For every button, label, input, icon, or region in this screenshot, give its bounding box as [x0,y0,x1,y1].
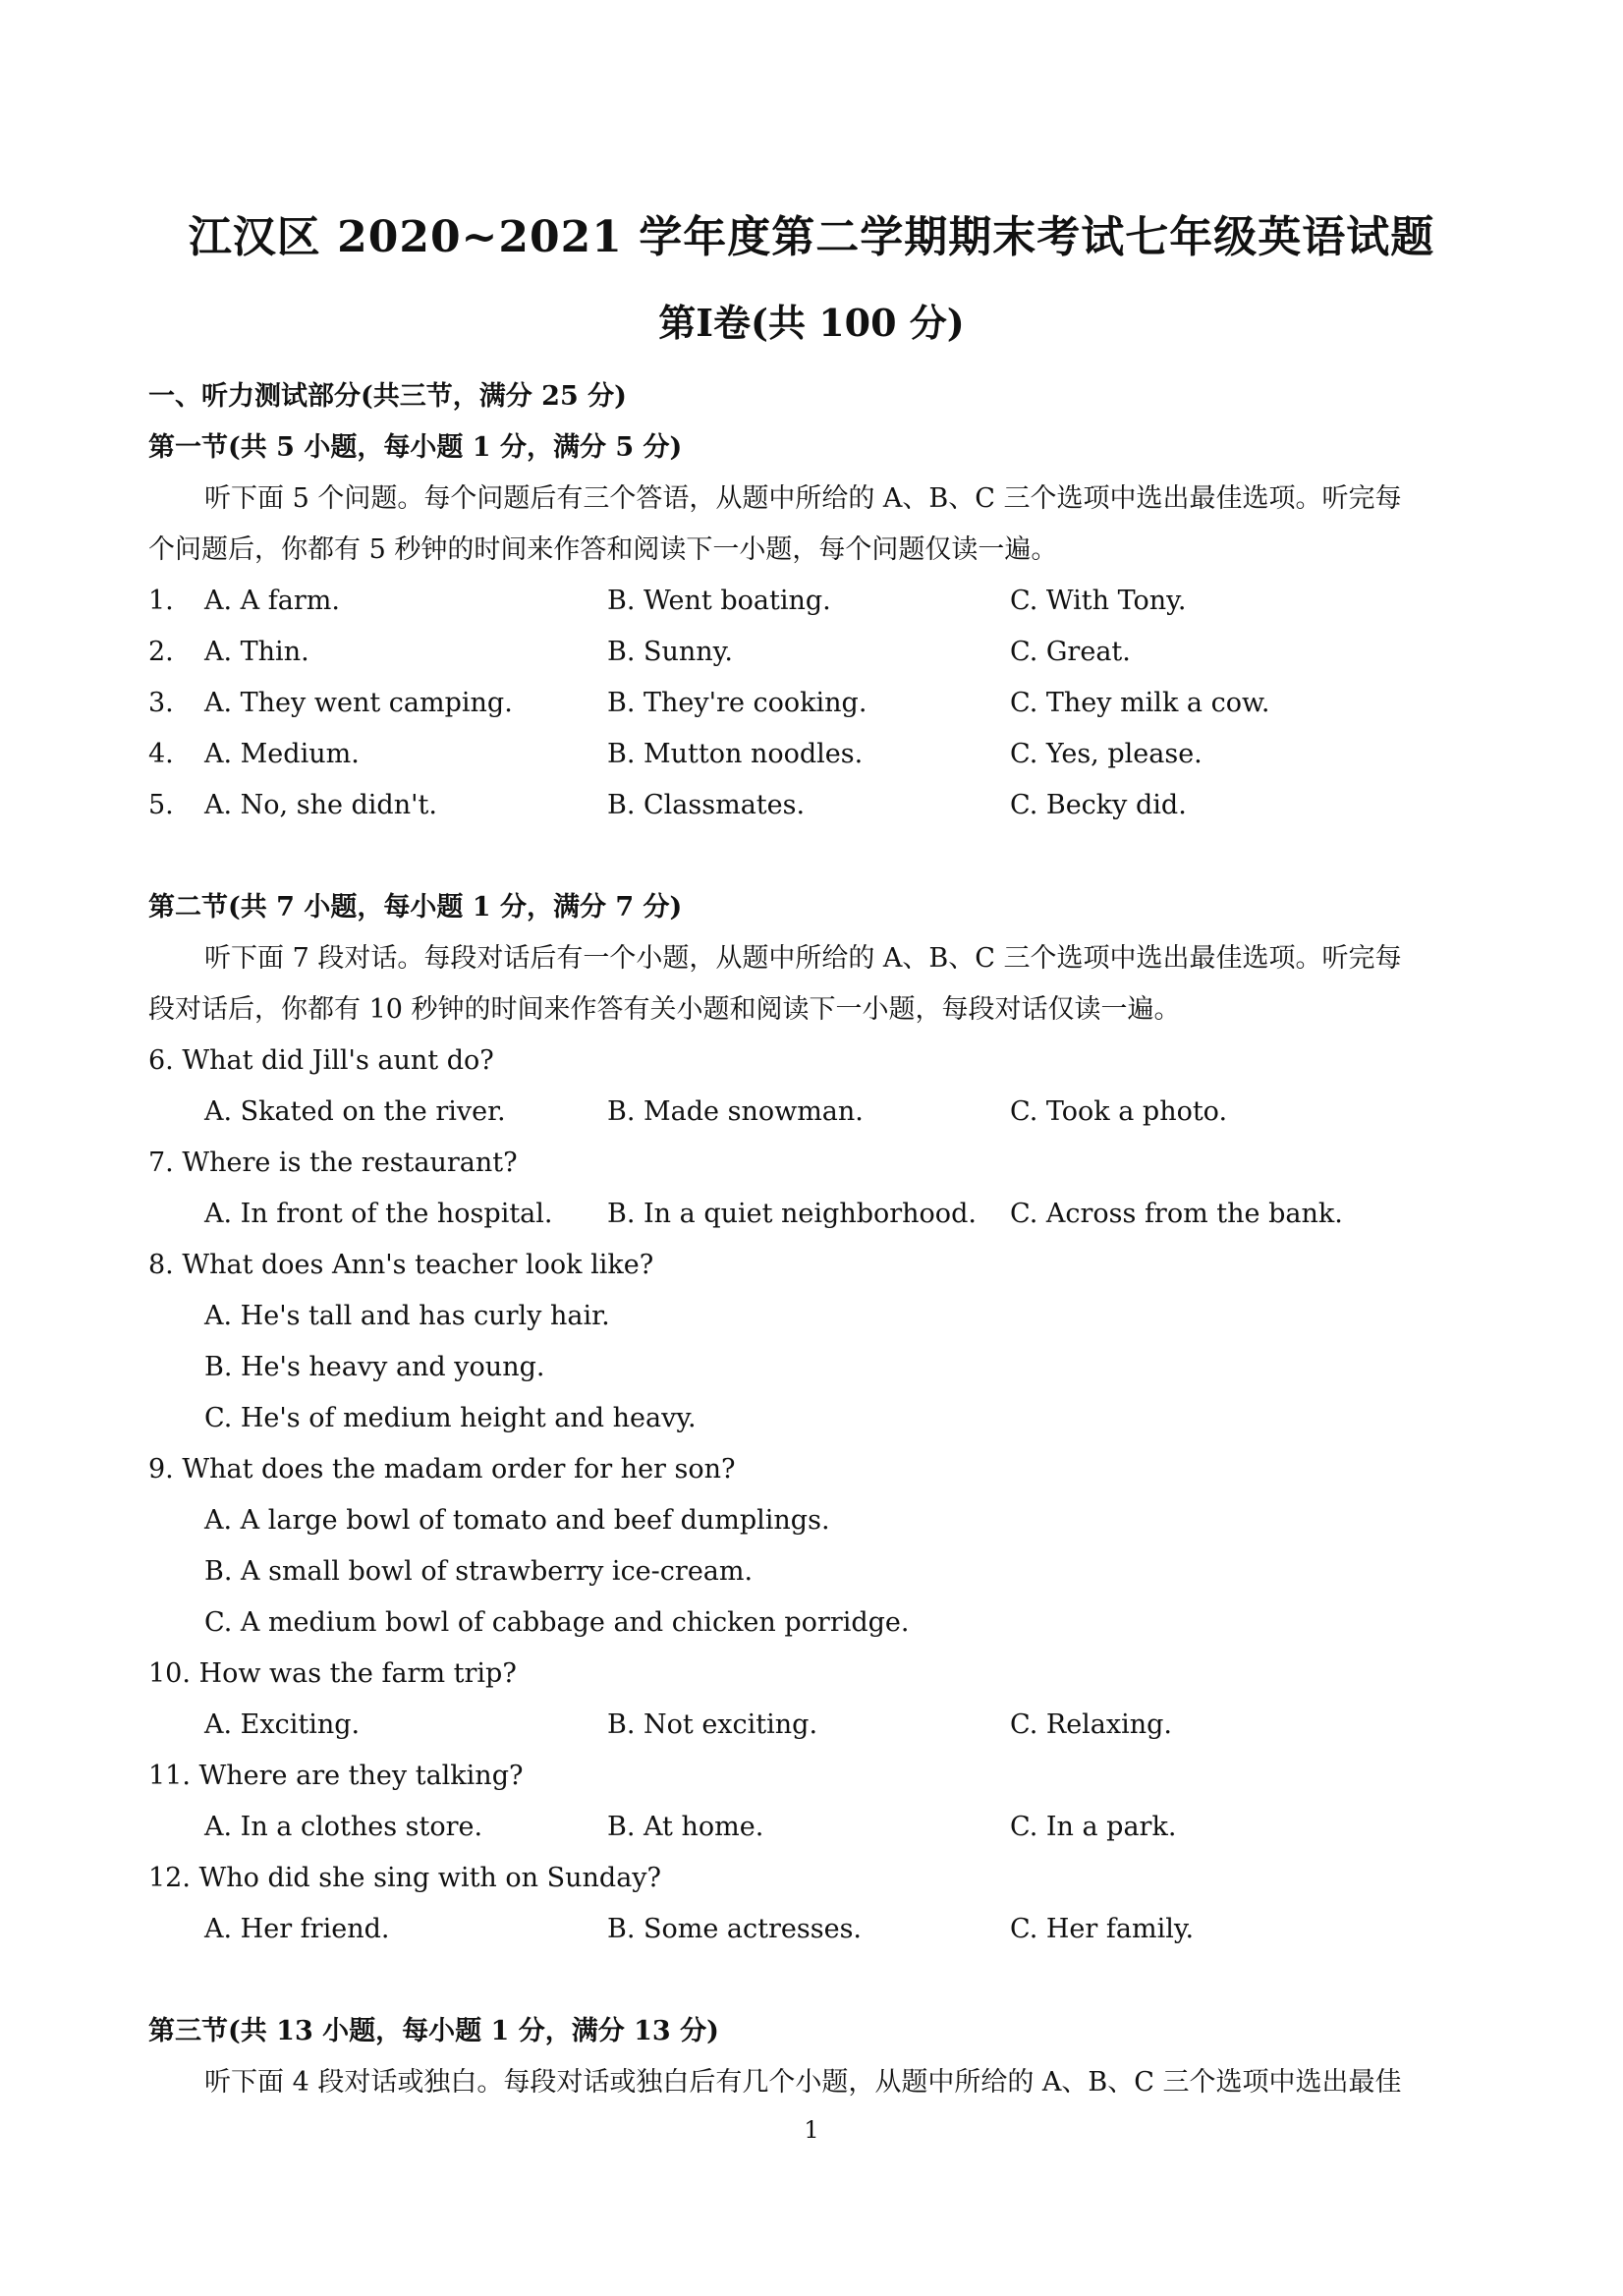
option-a: A. Exciting. [204,1709,361,1740]
option-b: B. Made snowman. [607,1096,864,1127]
option-b: B. A small bowl of strawberry ice-cream. [204,1556,754,1587]
question-number: 5. [148,790,174,820]
question-text: 12. Who did she sing with on Sunday? [148,1863,662,1893]
option-c: C. Across from the bank. [1010,1199,1343,1229]
question-number: 1. [148,586,174,616]
question-text: 9. What does the madam order for her son? [148,1454,736,1484]
option-a: A. In a clothes store. [204,1812,483,1842]
option-a: A. Her friend. [204,1914,390,1944]
option-c: C. Yes, please. [1010,739,1203,769]
question-text: 6. What did Jill's aunt do? [148,1045,494,1076]
option-b: B. Mutton noodles. [607,739,864,769]
option-b: B. Some actresses. [607,1914,863,1944]
option-a: A. Skated on the river. [204,1096,506,1127]
part1-heading: 一、听力测试部分(共三节，满分 25 分) [148,381,627,412]
question-text: 7. Where is the restaurant? [148,1148,518,1178]
section3-instructions-line1: 听下面 4 段对话或独白。每段对话或独白后有几个小题，从题中所给的 A、B、C 三个选项中选出最佳 [204,2067,1402,2098]
question-number: 2. [148,637,174,667]
exam-title: 江汉区 2020~2021 学年度第二学期期末考试七年级英语试题 [188,212,1435,262]
option-c: C. In a park. [1010,1812,1177,1842]
option-c: C. Her family. [1010,1914,1195,1944]
option-b: B. Not exciting. [607,1709,818,1740]
section2-instructions-line1: 听下面 7 段对话。每段对话后有一个小题，从题中所给的 A、B、C 三个选项中选出最佳选项。听完每 [204,943,1402,974]
page-number: 1 [804,2116,819,2144]
section3-heading: 第三节(共 13 小题，每小题 1 分，满分 13 分) [148,2016,719,2046]
option-a: A. In front of the hospital. [204,1199,553,1229]
question-number: 3. [148,688,174,718]
question-number: 4. [148,739,174,769]
question-text: 8. What does Ann's teacher look like? [148,1250,654,1280]
section1-heading: 第一节(共 5 小题，每小题 1 分，满分 5 分) [148,432,683,463]
option-c: C. Becky did. [1010,790,1187,820]
section1-instructions-line2: 个问题后，你都有 5 秒钟的时间来作答和阅读下一小题，每个问题仅读一遍。 [148,534,1058,565]
option-c: C. Relaxing. [1010,1709,1173,1740]
option-c: C. Took a photo. [1010,1096,1228,1127]
option-b: B. At home. [607,1812,764,1842]
option-c: C. They milk a cow. [1010,688,1270,718]
option-b: B. Classmates. [607,790,806,820]
option-c: C. With Tony. [1010,586,1187,616]
option-a: A. They went camping. [204,688,513,718]
paper-subtitle: 第Ⅰ卷(共 100 分) [658,301,965,345]
option-c: C. A medium bowl of cabbage and chicken porridge. [204,1607,910,1638]
section2-heading: 第二节(共 7 小题，每小题 1 分，满分 7 分) [148,892,683,923]
option-a: A. Medium. [204,739,360,769]
option-a: A. He's tall and has curly hair. [204,1301,610,1331]
option-b: B. Sunny. [607,637,733,667]
option-a: A. No, she didn't. [204,790,437,820]
option-b: B. Went boating. [607,586,831,616]
option-a: A. A farm. [204,586,340,616]
option-b: B. They're cooking. [607,688,867,718]
question-text: 11. Where are they talking? [148,1761,524,1791]
section1-instructions-line1: 听下面 5 个问题。每个问题后有三个答语，从题中所给的 A、B、C 三个选项中选出最佳选项。听完每 [204,483,1402,514]
option-b: B. In a quiet neighborhood. [607,1199,977,1229]
option-c: C. Great. [1010,637,1131,667]
option-c: C. He's of medium height and heavy. [204,1403,697,1433]
option-b: B. He's heavy and young. [204,1352,545,1382]
option-a: A. A large bowl of tomato and beef dumplings. [204,1505,830,1536]
section2-instructions-line2: 段对话后，你都有 10 秒钟的时间来作答有关小题和阅读下一小题，每段对话仅读一遍。 [148,994,1181,1025]
question-text: 10. How was the farm trip? [148,1658,517,1689]
option-a: A. Thin. [204,637,309,667]
